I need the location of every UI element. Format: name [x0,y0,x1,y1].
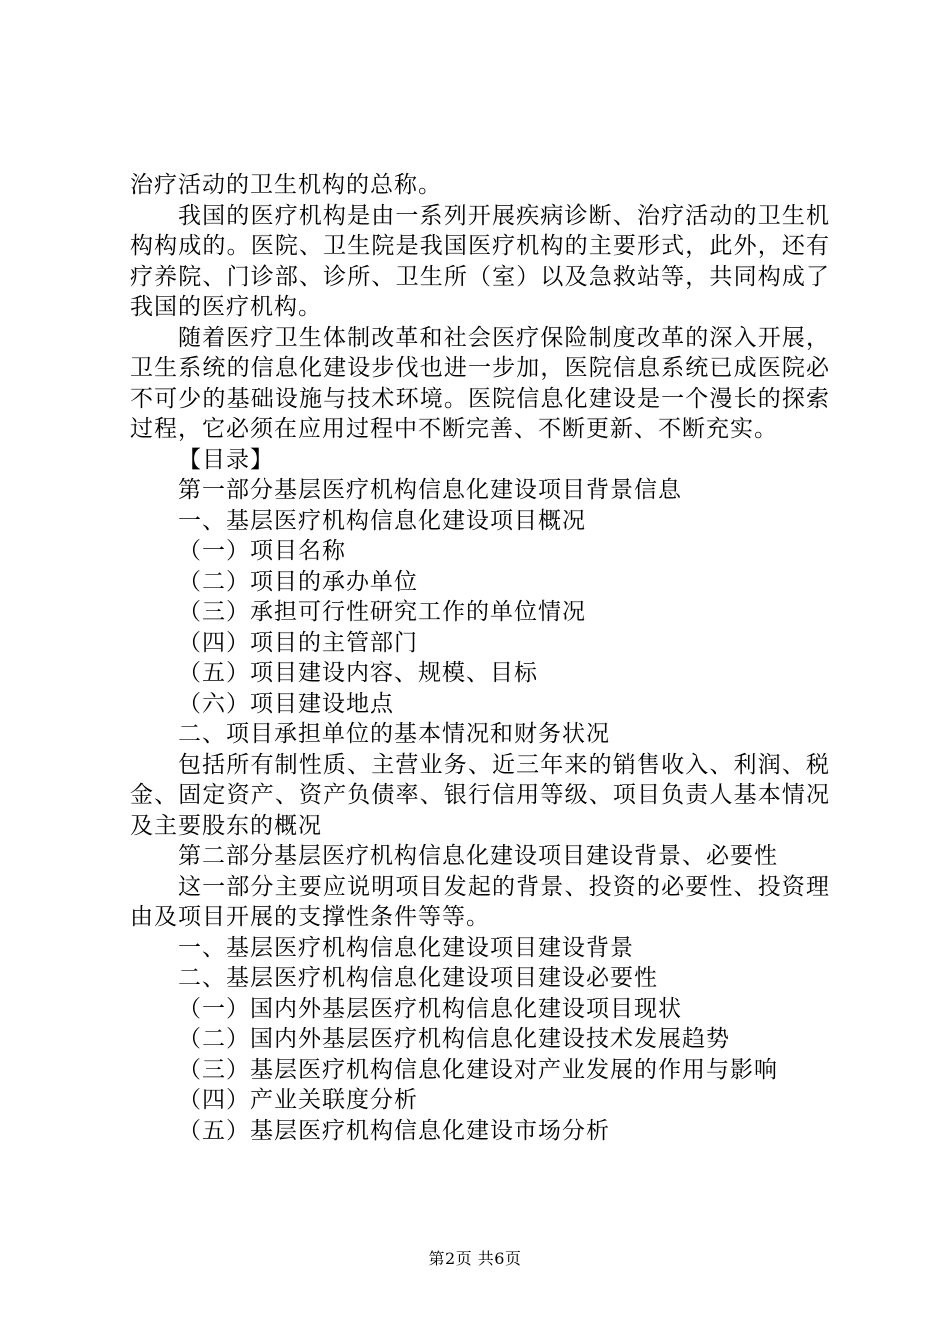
toc-part-2-section-2-item: （五）基层医疗机构信息化建设市场分析 [178,1117,610,1144]
toc-section-1-item: （三）承担可行性研究工作的单位情况 [178,599,586,625]
toc-heading: 【目录】 [178,446,274,473]
toc-part-2-section-1: 一、基层医疗机构信息化建设项目建设背景 [178,934,634,961]
toc-part-1: 第一部分基层医疗机构信息化建设项目背景信息 [178,477,682,503]
toc-section-2: 二、项目承担单位的基本情况和财务状况 [178,721,610,747]
toc-part-2-section-2: 二、基层医疗机构信息化建设项目建设必要性 [178,965,658,991]
toc-part-2-section-2-item: （四）产业关联度分析 [178,1087,418,1113]
toc-part-2-section-2-item: （三）基层医疗机构信息化建设对产业发展的作用与影响 [178,1056,778,1083]
toc-section-1: 一、基层医疗机构信息化建设项目概况 [178,507,586,534]
page-footer: 第2页 共6页 [428,1249,522,1268]
toc-part-2-text: 这一部分主要应说明项目发起的背景、投资的必要性、投资理由及项目开展的支撑性条件等等。 [130,873,830,930]
toc-section-1-item: （六）项目建设地点 [178,690,394,717]
toc-part-2-section-2-item: （二）国内外基层医疗机构信息化建设技术发展趋势 [178,1026,730,1052]
toc-part-2: 第二部分基层医疗机构信息化建设项目建设背景、必要性 [178,843,778,869]
paragraph-continuation: 治疗活动的卫生机构的总称。 [130,172,442,198]
paragraph-informatization: 随着医疗卫生体制改革和社会医疗保险制度改革的深入开展，卫生系统的信息化建设步伐也进一步加，医院信息系统已成医院必不可少的基础设施与技术环境。医院信息化建设是一个漫长的探索过程，它必须在应用过程中不断完善、不断更新、不断充实。 [130,324,830,442]
paragraph-medical-institutions: 我国的医疗机构是由一系列开展疾病诊断、治疗活动的卫生机构构成的。医院、卫生院是我国医疗机构的主要形式，此外，还有疗养院、门诊部、诊所、卫生所（室）以及急救站等，共同构成了我国的医疗机构。 [130,202,830,320]
toc-section-1-item: （二）项目的承办单位 [178,568,418,595]
toc-part-2-section-2-item: （一）国内外基层医疗机构信息化建设项目现状 [178,995,682,1022]
toc-section-1-item: （四）项目的主管部门 [178,629,418,656]
toc-section-1-item: （五）项目建设内容、规模、目标 [178,660,538,686]
toc-section-1-item: （一）项目名称 [178,538,346,564]
document-body [130,170,830,1146]
toc-section-2-text: 包括所有制性质、主营业务、近三年来的销售收入、利润、税金、固定资产、资产负债率、银行信用等级、项目负责人基本情况及主要股东的概况 [130,751,830,839]
